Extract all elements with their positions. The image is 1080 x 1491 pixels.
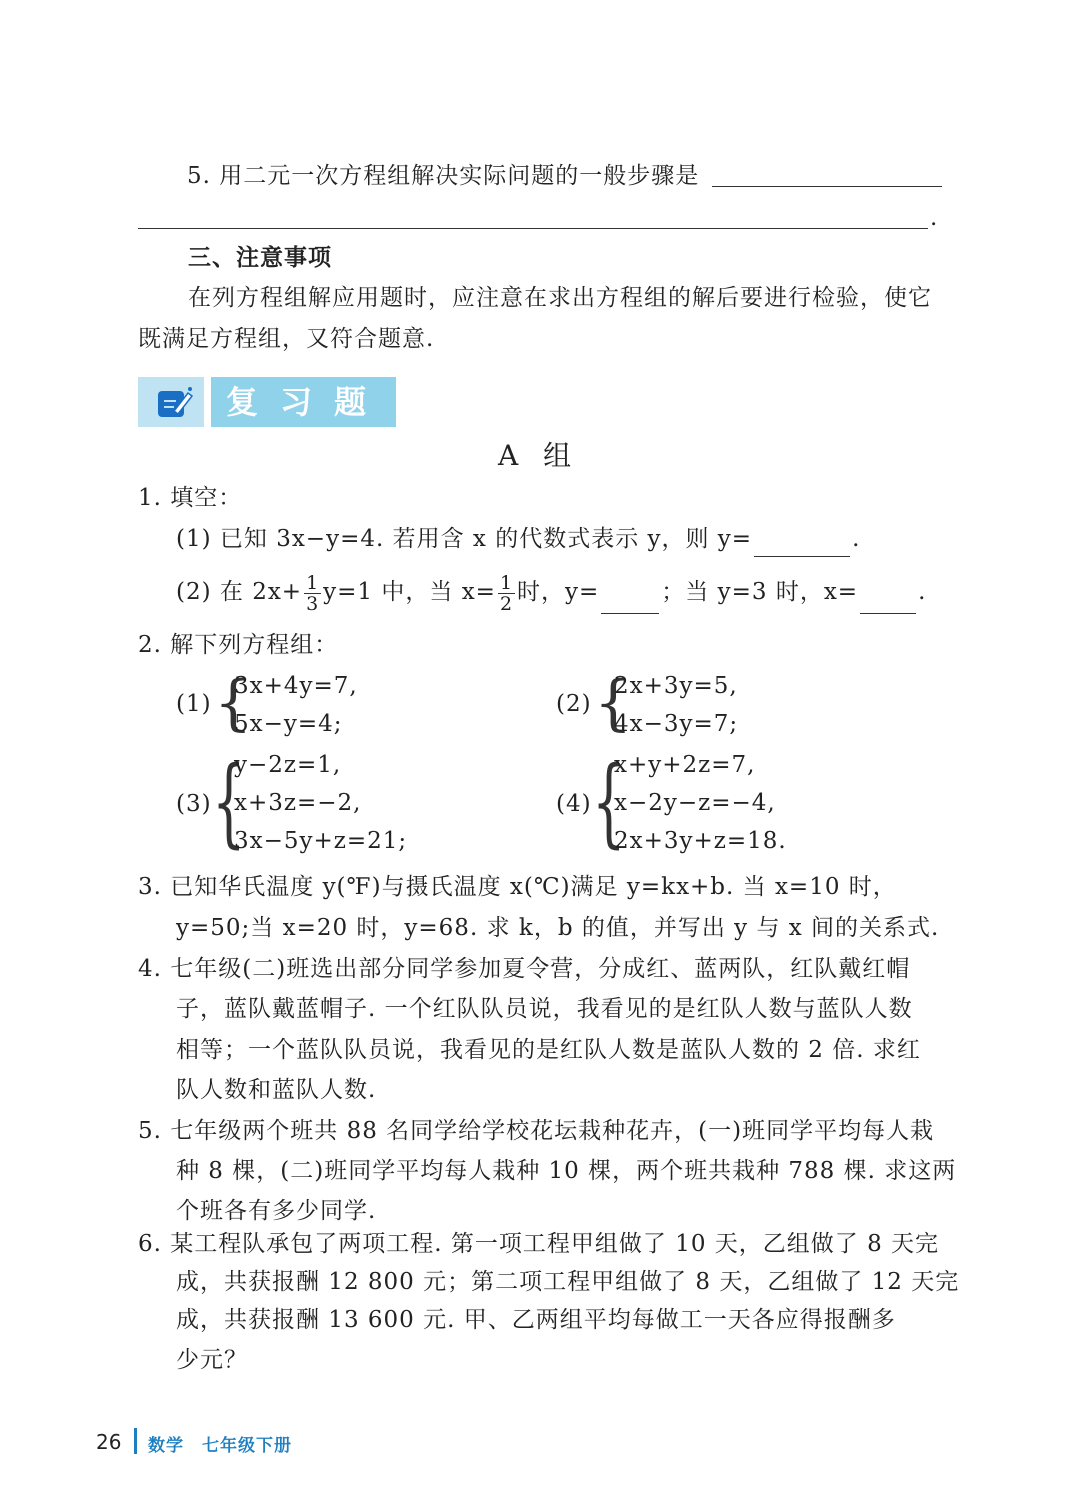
footer-divider: [134, 1428, 137, 1454]
q1-part2-blank-x: [860, 589, 916, 614]
item5-blank-1: [712, 186, 942, 187]
q1-part2-blank-y: [601, 589, 659, 614]
system4-label: (4): [556, 791, 592, 817]
q3-line-2: y=50;当 x=20 时，y=68. 求 k，b 的值，并写出 y 与 x 间的关系式.: [176, 915, 940, 941]
system1-eq1: 3x+4y=7,: [234, 673, 358, 699]
system3-eq2: x+3z=−2,: [234, 790, 362, 816]
q6-line-4: 少元？: [176, 1347, 248, 1373]
system2-eq1: 2x+3y=5,: [614, 673, 738, 699]
q1-part2-text-a: (2) 在 2x+: [176, 579, 303, 605]
q5-line-1: 5. 七年级两个班共 88 名同学给学校花坛栽种花卉，(一)班同学平均每人栽: [138, 1118, 935, 1144]
q5-line-3: 个班各有多少同学.: [176, 1198, 377, 1224]
book-title: 数学 七年级下册: [148, 1436, 292, 1456]
note-line-2: 既满足方程组，又符合题意.: [138, 326, 435, 352]
q1-part1-blank: [754, 532, 850, 557]
fraction-one-half: [498, 573, 515, 614]
frac1-den: 3: [306, 592, 320, 615]
system3-eq3: 3x−5y+z=21;: [234, 828, 408, 854]
q3-line-1: 3. 已知华氏温度 y(℉)与摄氏温度 x(℃)满足 y=kx+b. 当 x=10 时，: [138, 874, 897, 900]
system3-brace: {: [212, 746, 246, 858]
q2-title: 2. 解下列方程组：: [138, 632, 339, 658]
system2-label: (2): [556, 691, 592, 717]
system4-equations: [614, 746, 787, 860]
q1-part1-text: (1) 已知 3x−y=4. 若用含 x 的代数式表示 y，则 y=: [176, 526, 753, 552]
system4-eq2: x−2y−z=−4,: [614, 790, 776, 816]
system3-eq1: y−2z=1,: [234, 752, 342, 778]
q1-part2-text-c: 时，y=: [517, 579, 600, 605]
system1-label: (1): [176, 691, 212, 717]
system3-equations: [234, 746, 407, 860]
q6-line-3: 成，共获报酬 13 600 元. 甲、乙两组平均每做工一天各应得报酬多: [176, 1307, 896, 1333]
q1-part1: [176, 521, 860, 557]
system2-eq2: 4x−3y=7;: [614, 711, 739, 737]
section-heading-notes: 三、注意事项: [188, 245, 332, 271]
q1-part2-end: .: [918, 579, 927, 605]
system4-eq3: 2x+3y+z=18.: [614, 828, 787, 854]
frac2-den: 2: [499, 592, 514, 615]
group-title: A 组: [498, 439, 580, 472]
q5-line-2: 种 8 棵，(二)班同学平均每人栽种 10 棵，两个班共栽种 788 棵. 求这两: [176, 1158, 957, 1184]
system2-brace: {: [594, 668, 633, 738]
system1-eq2: 5x−y=4;: [234, 711, 343, 737]
system4-brace: {: [592, 746, 626, 858]
review-banner: [138, 377, 396, 427]
system1-brace: {: [214, 668, 253, 738]
item5-blank-2: [138, 228, 928, 229]
q1-part2: [176, 570, 926, 614]
q4-line-3: 相等；一个蓝队队员说，我看见的是红队人数是蓝队人数的 2 倍. 求红: [176, 1037, 921, 1063]
item5-label: 5. 用二元一次方程组解决实际问题的一般步骤是: [187, 163, 700, 189]
system3-label: (3): [176, 791, 212, 817]
system1-equations: [234, 667, 358, 743]
banner-title: 复习题: [226, 383, 389, 421]
fraction-one-third: [304, 573, 321, 614]
system2-equations: [614, 667, 738, 743]
item5-period: .: [930, 205, 939, 231]
q1-part2-text-d: ；当 y=3 时，x=: [661, 579, 859, 605]
q1-title: 1. 填空：: [138, 485, 243, 511]
system4-eq1: x+y+2z=7,: [614, 752, 756, 778]
q4-line-4: 队人数和蓝队人数.: [176, 1077, 377, 1103]
note-line-1: 在列方程组解应用题时，应注意在求出方程组的解后要进行检验，使它: [188, 285, 932, 311]
frac1-num: 1: [306, 571, 320, 594]
q4-line-1: 4. 七年级(二)班选出部分同学参加夏令营，分成红、蓝两队，红队戴红帽: [138, 956, 911, 982]
q4-line-2: 子，蓝队戴蓝帽子. 一个红队队员说，我看见的是红队人数与蓝队人数: [176, 996, 913, 1022]
q6-line-2: 成，共获报酬 12 800 元；第二项工程甲组做了 8 天，乙组做了 12 天完: [176, 1269, 960, 1295]
page-number: 26: [96, 1430, 122, 1454]
frac2-num: 1: [499, 571, 514, 594]
pencil-note-icon: [154, 385, 194, 421]
q1-part2-text-b: y=1 中，当 x=: [323, 579, 496, 605]
q1-part1-end: .: [852, 526, 861, 552]
q6-line-1: 6. 某工程队承包了两项工程. 第一项工程甲组做了 10 天，乙组做了 8 天完: [138, 1231, 940, 1257]
